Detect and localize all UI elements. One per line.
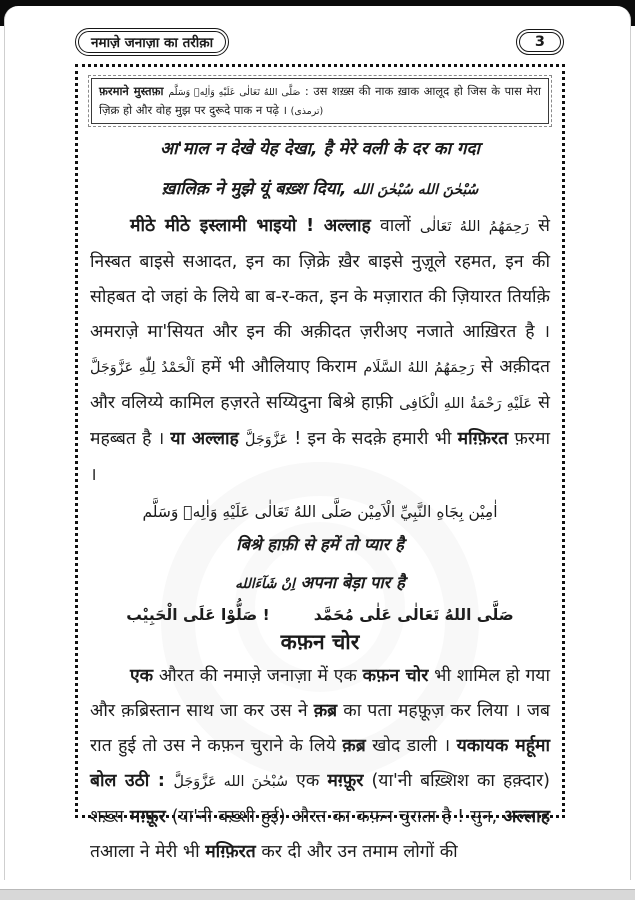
section-heading: कफ़न चोर bbox=[280, 629, 360, 654]
couplet-line-2: اِنْ شَآءَالله अपना बेड़ा पार है bbox=[235, 572, 405, 592]
bottom-gray-strip bbox=[0, 889, 635, 900]
body-paragraph-1: मीठे मीठे इस्लामी भाइयो ! अल्लाह वालों رَحِمَهُمُ اللهُ تَعَالٰى से निस्बत बाइसे सआदत, इन का ज़िक्रे ख़ैर बाइसे नुज़ूले रहमत, इन की सोहबत दो जहां के लिये बा ब-र-कत, इन के मज़ारात की ज़ियारत तिर्याक़े अमराज़े मा'सियत और इन की अक़ीदत ज़रीअए नजाते आख़िरत है । اَلْحَمْدُ لِلّٰهِ عَزَّوَجَلَّ हमें भी औलियाए किराम رَحِمَهُمُ اللهُ السَّلَام से अक़ीदत और वलिय्ये कामिल हज़रते सय्यिदुना बिश्रे हाफ़ी عَلَيْهِ رَحْمَةُ اللهِ الْكَافِى से महब्बत है । या अल्लाह عَزَّوَجَلَّ ! इन के सदक़े हमारी भी मग़्फ़िरत फ़रमा । bbox=[90, 215, 550, 485]
page-title: नमाज़े जनाज़ा का तरीक़ा bbox=[78, 31, 226, 53]
salawat-line bbox=[88, 606, 552, 624]
body-paragraph-2: एक औरत की नमाज़े जनाज़ा में एक कफ़न चोर भी शामिल हो गया और क़ब्रिस्तान साथ जा कर उस ने क़ब्र का पता महफ़ूज़ कर लिया । जब रात हुई तो उस ने कफ़न चुराने के लिये क़ब्र खोद डाली । यकायक मर्हूमा बोल उठी : سُبْحٰنَ الله عَزَّوَجَلَّ एक मग़्फ़ूर (या'नी बख़्शिश का हक़्दार) शख़्स मग़्फ़ूर (या'नी बख़्शी हुई) औरत का कफ़न चुराता है ! सुन, अल्लाह तआला ने मेरी भी मग़्फ़िरत कर दी और उन तमाम लोगों की bbox=[90, 666, 550, 863]
salawat-call: صَلُّوْا عَلَى الْحَبِيْب ! bbox=[126, 605, 270, 624]
amin-dua-line: اٰمِيْن بِجَاهِ النَّبِيِّ الْاَمِيْن صَلَّى اللهُ تَعَالٰى عَلَيْهِ وَاٰلِهٖ وَسَلَّم bbox=[142, 502, 498, 521]
page-number-badge bbox=[516, 29, 564, 55]
page-header bbox=[75, 28, 564, 56]
salawat-response: صَلَّى اللهُ تَعَالٰى عَلٰى مُحَمَّد bbox=[313, 605, 514, 624]
poetry-line-2: ख़ालिक़ ने मुझे यूं बख़्श दिया, سُبْحٰنَ الله سُبْحٰنَ الله bbox=[161, 178, 479, 199]
page-title-badge bbox=[75, 28, 229, 56]
couplet-line-1: बिश्रे हाफ़ी से हमें तो प्यार है bbox=[236, 534, 404, 554]
page-number: 3 bbox=[519, 32, 561, 52]
poetry-line-1: आ'माल न देखे येह देखा, है मेरे वली के दर का गदा bbox=[160, 138, 480, 159]
hadith-note-box: फ़रमाने मुस्तफ़ा صَلَّى اللهُ تَعَالٰى عَلَيْهِ وَاٰلِهٖ وَسَلَّم : उस शख़्स की नाक ख़ाक आलूद हो जिस के पास मेरा ज़िक्र हो और वोह मुझ पर दुरूदे पाक न पढ़े । (ترمذی) bbox=[91, 78, 549, 124]
book-page bbox=[4, 6, 631, 880]
content-border-box bbox=[75, 64, 565, 863]
